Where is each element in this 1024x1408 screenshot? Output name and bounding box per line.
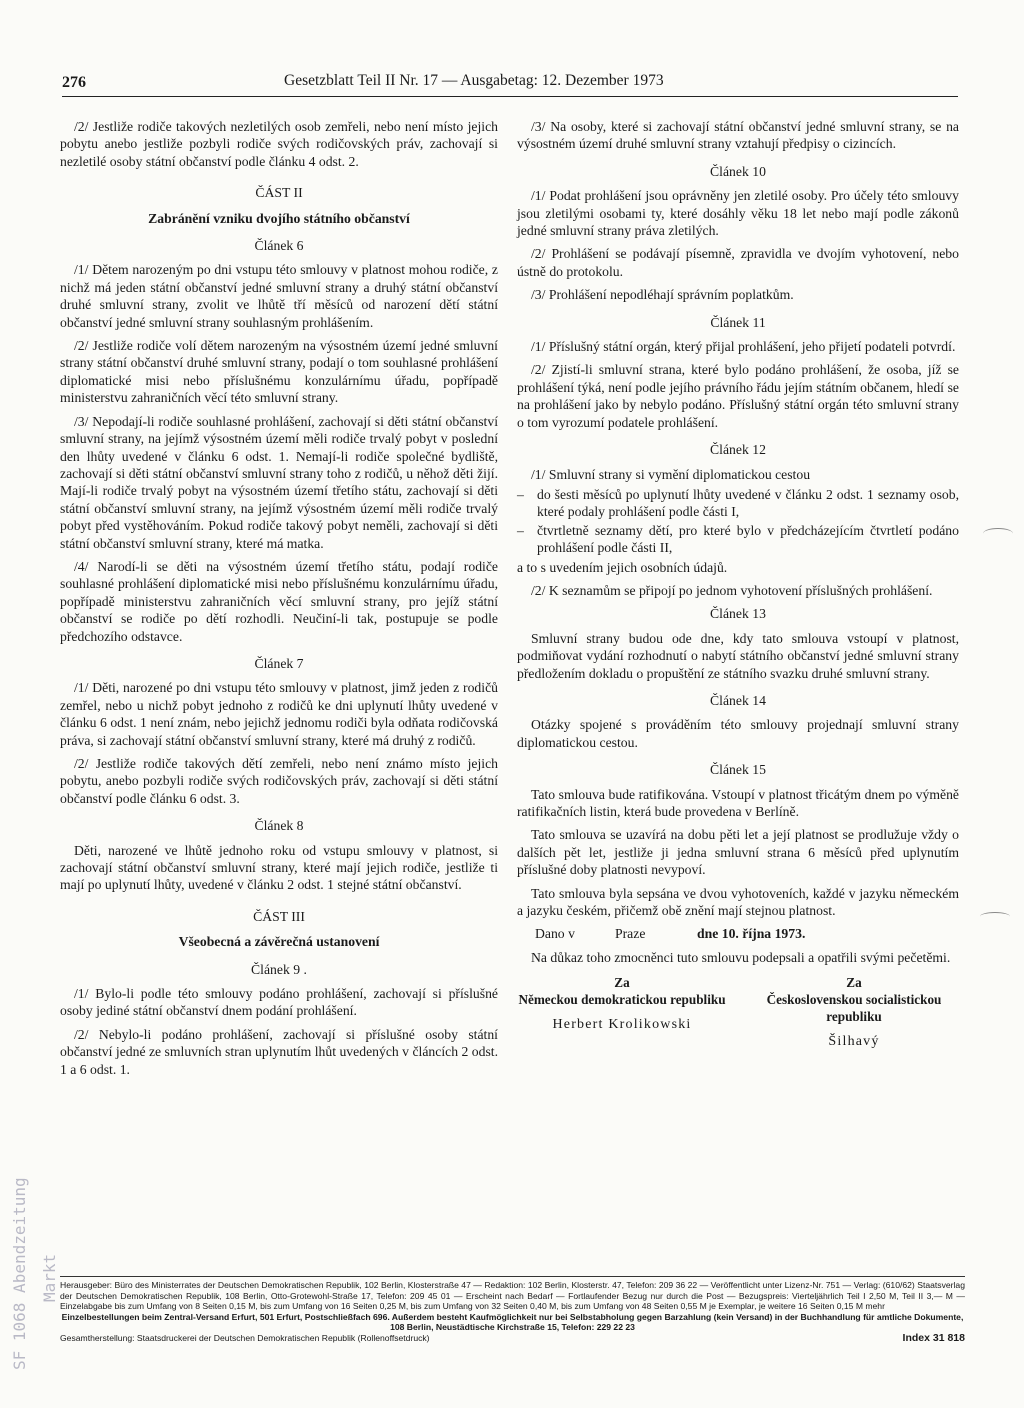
list-item (517, 486, 959, 521)
imprint-printer: Gesamtherstellung: Staatsdruckerei der Deutschen Demokratischen Republik (Rollenoffsetdruck) (60, 1332, 430, 1343)
article-heading: Článek 10 (710, 163, 766, 179)
article-heading: Článek 12 (710, 442, 766, 458)
paragraph: Tato smlouva se uzavírá na dobu pěti let a její platnost se prodlužuje vždy o dalších pět let, jestliže ji jedna smluvní strana 6 měsíců před uplynutím příslušné doby platnosti nevypoví. (517, 827, 959, 878)
paragraph: Otázky spojené s prováděním této smlouvy projednají smluvní strany diplomatickou cestou. (517, 717, 959, 750)
paragraph: /1/ Smluvní strany si vymění diplomatickou cestou (531, 466, 811, 482)
list-item-text: čtvrtletně seznamy dětí, pro které bylo v předcházejícím čtvrtletí podáno prohlášení podle části II, (537, 522, 959, 556)
stamp-line: SF 1068 Abendzeitung (10, 1177, 29, 1370)
margin-mark (980, 912, 1010, 921)
paragraph: /2/ Nebylo-li podáno prohlášení, zachovají si příslušné osoby státní občanství jedné ze smluvních stran uplynutím lhůt uvedených v článcích 2 odst. 1 a 6 odst. 1. (60, 1026, 498, 1077)
signature-za: Za (846, 975, 862, 991)
paragraph: /2/ Zjistí-li smluvní strana, které bylo podáno prohlášení, že osoba, jíž se prohlášení týká, není podle jejího právního řádu jejím státním občanem, hledí se na prohlášení jako by nebylo podáno. Příslušný státní orgán této smluvní strany o tom vyrozumí podatele prohlášení. (517, 362, 959, 430)
article-heading: Článek 11 (710, 314, 766, 330)
footer-rule (60, 1276, 965, 1277)
page-header (62, 72, 962, 96)
paragraph: a to s uvedením jejich osobních údajů. (517, 559, 728, 575)
article-heading: Článek 9 . (251, 961, 307, 977)
header-rule (62, 96, 958, 97)
paragraph: /3/ Prohlášení nepodléhají správním poplatkům. (531, 287, 794, 303)
paragraph: Na důkaz toho zmocněnci tuto smlouvu podepsali a opatřili svými pečetěmi. (531, 949, 951, 965)
signature-state: Německou demokratickou republiku (518, 992, 726, 1008)
page-number: 276 (62, 74, 86, 91)
paragraph: /1/ Příslušný státní orgán, který přijal prohlášení, jeho přijetí podateli potvrdí. (531, 339, 956, 355)
left-column (60, 118, 498, 1084)
index-number: Index 31 818 (902, 1331, 965, 1344)
paragraph: /1/ Děti, narozené po dni vstupu této smlouvy v platnost, jimž jeden z rodičů zemřel, nebo u nichž pobyt jednoho z rodičů ke dni uplynutí lhůty uvedené v článku 6 odst. 1 není znám, nebo jejichž jednomu rodiči byla odňata rodičovská práva, si zachovají státní občanství smluvní strany, které má druhý z rodičů. (60, 680, 498, 748)
article-heading: Článek 13 (710, 606, 766, 622)
part-heading: ČÁST II (255, 185, 303, 201)
part-title: Všeobecná a závěrečná ustanovení (178, 934, 380, 950)
signature-state: Československou socialistickou republiku (766, 992, 942, 1025)
dated-date: dne 10. října 1973. (697, 926, 806, 942)
paragraph: /1/ Podat prohlášení jsou oprávněny jen zletilé osoby. Pro účely této smlouvy jsou zletilými osobami ty, které dosáhly věku 18 let nebo mají podle zákonů jedné smluvní strany práva zletilých. (517, 188, 959, 239)
signatory-name: Herbert Krolikowski (552, 1017, 692, 1033)
paragraph: /1/ Dětem narozeným po dni vstupu této smlouvy v platnost mohou rodiče, z nichž má jeden státní občanství jedné smluvní strany a druhý státní občanství druhé smluvní strany, zvolit ve lhůtě tří měsíců od narození dětí státní občanství jedné smluvní strany souhlasným prohlášením. (60, 262, 498, 330)
article-heading: Článek 7 (254, 655, 304, 671)
library-stamp (6, 1177, 66, 1370)
signature-za: Za (614, 975, 630, 991)
signature-right (749, 974, 959, 1050)
stamp-line: Markt (40, 1253, 59, 1302)
gazette-title: Gesetzblatt Teil II Nr. 17 — Ausgabetag: 12. Dezember 1973 (284, 72, 664, 89)
imprint-last-line (60, 1333, 965, 1344)
paragraph: Smluvní strany budou ode dne, kdy tato smlouva vstoupí v platnost, podmiňovat vydání rozhodnutí o nabytí státního občanství jedné smluvní strany předložením dokladu o propuštění ze státního svazku druhé smluvní strany. (517, 630, 959, 681)
part-heading: ČÁST III (253, 908, 305, 924)
paragraph: /2/ Jestliže rodiče takových nezletilých osob zemřeli, nebo není místo jejich pobytu anebo jestliže pozbyli rodiče svých rodičovských práv, zachovají si nezletilé osoby státní občanství podle článku 4 odst. 2. (60, 119, 498, 169)
article-heading: Článek 6 (254, 238, 304, 254)
dated-prefix: Dano v (535, 926, 575, 942)
signature-left (517, 974, 727, 1050)
list-item (517, 522, 959, 557)
signatory-name: Šilhavý (828, 1034, 880, 1050)
dash-bullet: – (517, 522, 524, 538)
dated-line (535, 925, 959, 942)
margin-mark (983, 528, 1013, 539)
paragraph: /2/ K seznamům se připojí po jednom vyhotovení příslušných prohlášení. (531, 582, 933, 598)
paragraph: Tato smlouva byla sepsána ve dvou vyhotoveních, každé v jazyku německém a jazyku českém, přičemž obě znění mají stejnou platnost. (517, 885, 959, 919)
imprint-footer (60, 1280, 965, 1344)
paragraph: /2/ Jestliže rodiče takových dětí zemřeli, nebo není známo místo jejich pobytu, anebo pozbyli rodiče svých rodičovských práv, zachovají si děti státní občanství podle článku 6 odst. 3. (60, 756, 498, 806)
paragraph: /2/ Prohlášení se podávají písemně, zpravidla ve dvojím vyhotovení, nebo ústně do protokolu. (517, 246, 959, 279)
article-heading: Článek 14 (710, 692, 766, 708)
paragraph: /1/ Bylo-li podle této smlouvy podáno prohlášení, zachovají si příslušné osoby jediné státní občanství dnem podání prohlášení. (60, 986, 498, 1019)
paragraph: /4/ Narodí-li se děti na výsostném území třetího státu, podají rodiče souhlasné prohlášení diplomatické misi nebo příslušnému konzulárnímu úřadu, popřípadě ministerstvu zahraničních věcí smluvní strany, pro jejíž státní občanství se rodiče po dětí rozhodli. Neučiní-li tak, postupuje se podle předchozího odstavce. (60, 558, 498, 644)
paragraph: /3/ Na osoby, které si zachovají státní občanství jedné smluvní strany, se na výsostném území druhé smluvní strany vztahují předpisy o cizincích. (517, 119, 959, 152)
dated-place: Praze (615, 926, 646, 942)
article-heading: Článek 8 (254, 818, 304, 834)
paragraph: /2/ Jestliže rodiče volí dětem narozeným na výsostném území jedné smluvní strany státní občanství druhé smluvní strany, podají o tom souhlasné prohlášení diplomatické misi nebo příslušnému konzulárnímu úřadu, popřípadě ministerstvu zahraničních věcí této smluvní strany. (60, 338, 498, 406)
paragraph: Děti, narozené ve lhůtě jednoho roku od vstupu smlouvy v platnost, si zachovají státní občanství smluvní strany, které mají jejich rodiče, jestliže ti mají po uplynutí lhůty, uvedené v článku 2 odst. 1 stejné státní občanství. (60, 842, 498, 893)
part-title: Zabránění vzniku dvojího státního občanství (148, 210, 410, 226)
article-heading: Článek 15 (710, 762, 766, 778)
dash-bullet: – (517, 486, 524, 502)
imprint-orders: Einzelbestellungen beim Zentral-Versand Erfurt, 501 Erfurt, Postschließfach 696. Außerdem besteht Kaufmöglichkeit nur bei Selbstabholung gegen Barzahlung (kein Versand) in der Buchhandlung für amtliche Dokumente, 108 Berlin, Neustädtische Kirchstraße 15, Telefon: 229 22 23 (61, 1311, 964, 1333)
signature-block (517, 974, 959, 1050)
list-item-text: do šesti měsíců po uplynutí lhůty uvedené v článku 2 odst. 1 seznamy osob, které podaly prohlášení podle části I, (537, 486, 959, 520)
imprint-publisher: Herausgeber: Büro des Ministerrates der Deutschen Demokratischen Republik, 102 Berlin, Klosterstraße 47 — Redaktion: 102 Berlin, Klosterstr. 47, Telefon: 209 36 22 — Veröffentlicht unter Lizenz-Nr. 751 — Verlag: (610/62) Staatsverlag der Deutschen Demokratischen Republik, 108 Berlin, Otto-Grotewohl-Straße 17, Telefon: 209 45 01 — Erscheint nach Bedarf — Fortlaufender Bezug nur durch die Post — Bezugspreis: Vierteljährlich Teil I 2,50 M, Teil II 3,— M — Einzelabgabe bis zum Umfang von 8 Seiten 0,15 M, bis zum Umfang von 16 Seiten 0,25 M, bis zum Umfang von 32 Seiten 0,40 M, bis zum Umfang von 48 Seiten 0,55 M je Exemplar, je weitere 16 Seiten 0,15 M mehr (60, 1280, 965, 1312)
paragraph: Tato smlouva bude ratifikována. Vstoupí v platnost třicátým dnem po výměně ratifikačních listin, která bude provedena v Berlíně. (517, 786, 959, 819)
paragraph: /3/ Nepodají-li rodiče souhlasné prohlášení, zachovají si děti státní občanství smluvní strany, na jejímž výsostném území měli rodiče trvalý pobyt v poslední den lhůty uvedené v článku 6 odst. 1. Nemají-li rodiče společné bydliště, zachovají si děti státní občanství smluvní strany toho z rodičů, u něhož děti žijí. Mají-li rodiče trvalý pobyt na výsostném území třetího státu, zachovají si děti státní občanství smluvní strany, na jejímž výsostném území měli rodiče trvalý pobyt před vystěhováním. Pokud rodiče takový pobyt neměli, zachovají si děti státní občanství smluvní strany, které má matka. (60, 413, 498, 551)
right-column (517, 118, 959, 1050)
